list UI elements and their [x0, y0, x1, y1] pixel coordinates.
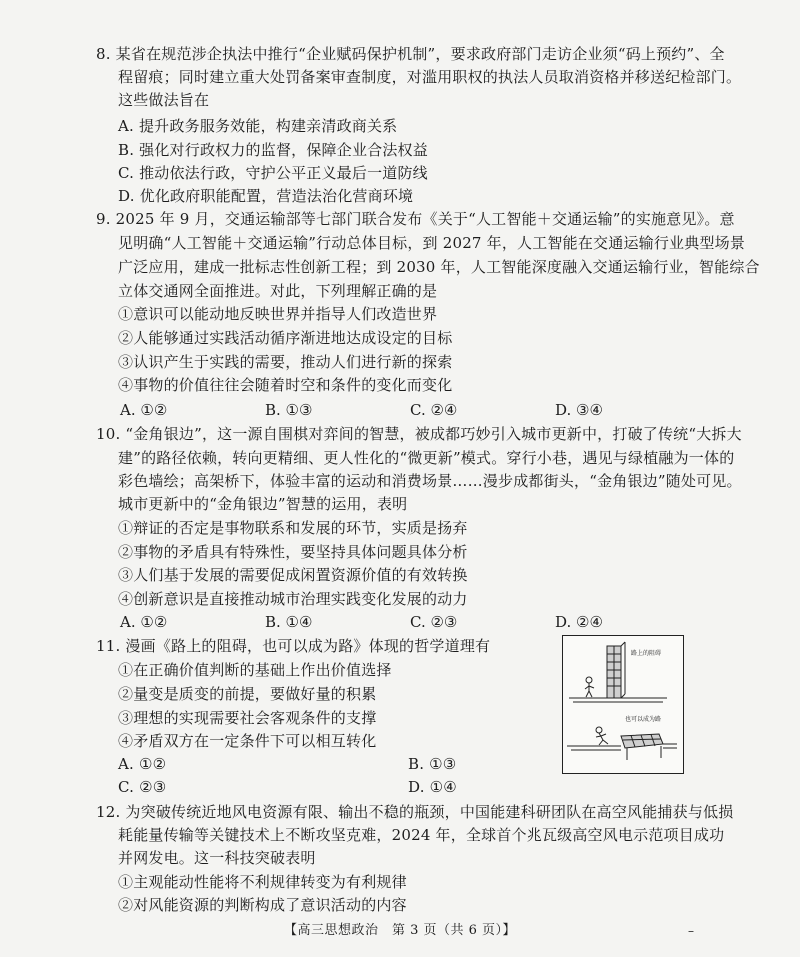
q11-item: ②量变是质变的前提，要做好量的积累 — [118, 685, 377, 703]
q10-choice: B. ①④ — [265, 613, 313, 631]
q11-choice: D. ①④ — [408, 778, 457, 796]
q11-cartoon — [562, 635, 684, 774]
q9-choice: A. ①② — [120, 401, 168, 419]
q8-stem-line: 8. 某省在规范涉企执法中推行“企业赋码保护机制”，要求政府部门走访企业须“码上预约”、全 — [96, 45, 725, 63]
q8-stem-line: 这些做法旨在 — [118, 91, 210, 109]
cartoon-caption-top: 路上的阻碍 — [631, 650, 662, 657]
q9-item: ③认识产生于实践的需要，推动人们进行新的探索 — [118, 353, 453, 371]
q10-item: ④创新意识是直接推动城市治理实践变化发展的动力 — [118, 590, 468, 608]
q9-item: ④事物的价值往往会随着时空和条件的变化而变化 — [118, 376, 453, 394]
q9-choice: C. ②④ — [410, 401, 458, 419]
q11-choice: B. ①③ — [408, 755, 457, 773]
q8-stem-line: 程留痕；同时建立重大处罚备案审查制度，对滥用职权的执法人员取消资格并移送纪检部门。 — [118, 68, 742, 86]
q9-stem-line: 立体交通网全面推进。对此，下列理解正确的是 — [118, 282, 438, 300]
q8-option: B. 强化对行政权力的监督，保障企业合法权益 — [118, 141, 428, 159]
q10-stem-line: 彩色墙绘；高架桥下，体验丰富的运动和消费场景……漫步成都街头，“金角银边”随处可见。 — [118, 472, 742, 490]
q10-item: ③人们基于发展的需要促成闲置资源价值的有效转换 — [118, 566, 468, 584]
q8-option: C. 推动依法行政，守护公平正义最后一道防线 — [118, 164, 428, 182]
q12-item: ①主观能动性能将不利规律转变为有利规律 — [118, 873, 407, 891]
q12-stem-line: 耗能量传输等关键技术上不断攻坚克难，2024 年，全球首个兆瓦级高空风电示范项目成功 — [118, 826, 725, 844]
q10-stem-line: 建”的路径依赖，转向更精细、更人性化的“微更新”模式。穿行小巷，遇见与绿植融为一体的 — [118, 449, 735, 467]
q12-stem-line: 并网发电。这一科技突破表明 — [118, 849, 316, 867]
q9-choice: B. ①③ — [265, 401, 313, 419]
q10-choice: D. ②④ — [555, 613, 603, 631]
q8-option: A. 提升政务服务效能，构建亲清政商关系 — [118, 117, 398, 135]
q9-stem-line: 广泛应用，建成一批标志性创新工程；到 2030 年，人工智能深度融入交通运输行业，智能综合 — [118, 258, 760, 276]
q10-item: ②事物的矛盾具有特殊性，要坚持具体问题具体分析 — [118, 543, 468, 561]
q9-item: ①意识可以能动地反映世界并指导人们改造世界 — [118, 305, 438, 323]
q11-item: ①在正确价值判断的基础上作出价值选择 — [118, 661, 392, 679]
q10-choice: C. ②③ — [410, 613, 458, 631]
q8-option: D. 优化政府职能配置，营造法治化营商环境 — [118, 187, 414, 205]
q11-item: ③理想的实现需要社会客观条件的支撑 — [118, 709, 377, 727]
q12-item: ②对风能资源的判断构成了意识活动的内容 — [118, 896, 407, 914]
q12-stem-line: 12. 为突破传统近地风电资源有限、输出不稳的瓶颈，中国能建科研团队在高空风能捕获与低损 — [96, 803, 734, 821]
q9-item: ②人能够通过实践活动循序渐进地达成设定的目标 — [118, 329, 453, 347]
q10-choice: A. ①② — [120, 613, 168, 631]
corner-mark: – — [688, 924, 695, 938]
q11-stem: 11. 漫画《路上的阻碍，也可以成为路》体现的哲学道理有 — [96, 637, 491, 655]
q11-item: ④矛盾双方在一定条件下可以相互转化 — [118, 732, 377, 750]
q11-choice: C. ②③ — [118, 778, 167, 796]
q11-choice: A. ①② — [118, 755, 167, 773]
q9-choice: D. ③④ — [555, 401, 603, 419]
q10-stem-line: 城市更新中的“金角银边”智慧的运用，表明 — [118, 495, 408, 513]
cartoon-caption-bottom: 也可以成为路 — [625, 716, 662, 723]
q9-stem-line: 见明确“人工智能＋交通运输”行动总体目标，到 2027 年，人工智能在交通运输行业典型场景 — [118, 234, 746, 252]
page-footer: 【高三思想政治 第 3 页（共 6 页）】 — [283, 923, 517, 938]
q10-stem-line: 10. “金角银边”，这一源自围棋对弈间的智慧，被成都巧妙引入城市更新中，打破了传统“大拆大 — [96, 425, 742, 443]
q9-stem-line: 9. 2025 年 9 月，交通运输部等七部门联合发布《关于“人工智能＋交通运输”的实施意见》。意 — [96, 210, 735, 228]
q10-item: ①辩证的否定是事物联系和发展的环节，实质是扬弃 — [118, 519, 468, 537]
cartoon-drawing — [563, 636, 683, 773]
